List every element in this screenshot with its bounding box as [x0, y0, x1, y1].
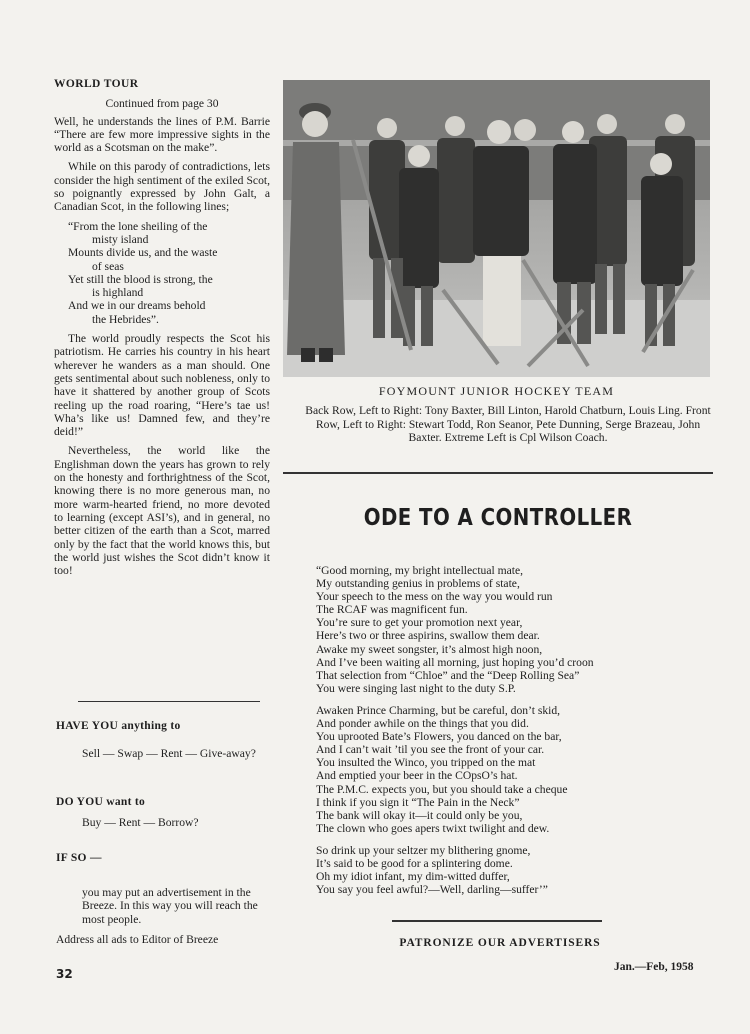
poem-line: It’s said to be good for a splintering dome. [316, 856, 513, 870]
stanza-2 [316, 704, 716, 835]
poem-line: Awaken Prince Charming, but be careful, don’t skid, [316, 703, 561, 717]
poem-line: the Hebrides”. [92, 312, 159, 326]
poem-line: And I’ve been waiting all morning, just hoping you’d croon [316, 655, 594, 669]
poem-line: Awake my sweet songster, it’s almost high noon, [316, 642, 543, 656]
left-column [54, 78, 270, 583]
team-photo-image [283, 80, 710, 377]
poem-line: Here’s two or three aspirins, swallow them dear. [316, 629, 540, 643]
team-photo [283, 80, 710, 377]
address-line: Address all ads to Editor of Breeze [56, 933, 219, 946]
page-number: 32 [56, 967, 73, 981]
buy-options: Buy — Rent — Borrow? [82, 816, 199, 829]
poem-line: So drink up your seltzer my blithering gnome, [316, 843, 531, 857]
poem-line: Oh my idiot infant, my dim-witted duffer, [316, 870, 510, 884]
paragraph-2: While on this parody of contradictions, lets consider the high sentiment of the exiled Scot, so poignantly expressed by John Galt, a Canadian Scot, in the following lines; [54, 160, 270, 214]
photo-title: FOYMOUNT JUNIOR HOCKEY TEAM [378, 384, 615, 398]
do-you-heading [56, 796, 145, 808]
poem-line: Yet still the blood is strong, the [68, 272, 213, 286]
poem-line: You uprooted Bate’s Flowers, you danced on the bar, [316, 730, 562, 744]
have-you-heading [56, 720, 181, 732]
if-so-heading: IF SO — [56, 852, 102, 864]
continued-note: Continued from page 30 [105, 97, 219, 111]
patronize-notice: PATRONIZE OUR ADVERTISERS [399, 937, 601, 949]
poem-line: And we in our dreams behold [68, 299, 206, 313]
footer-rule [392, 920, 602, 922]
do-you-sub: want to [106, 796, 146, 808]
article-heading: WORLD TOUR [54, 78, 139, 90]
poem-line: And emptied your beer in the COpsO’s hat. [316, 769, 518, 783]
poem-line: “Good morning, my bright intellectual mate, [316, 564, 524, 577]
poem-line: Mounts divide us, and the waste [68, 246, 218, 260]
section-rule [283, 472, 713, 474]
poem-line: You insulted the Winco, you tripped on the mat [316, 756, 536, 770]
poem-line: is highland [92, 286, 144, 300]
paragraph-3: The world proudly respects the Scot his patriotism. He carries his country in his heart wherever he wanders as a man should. One gets sentimental about such nobleness, only to have it shattered by another group of Scots reeling up the road roaring, “Here’s tae us! Wha’s like us! Damned few, and they’re deid!” [54, 332, 270, 439]
advert-text: you may put an advertisement in the Breeze. In this way you will reach the most people. [82, 886, 258, 926]
paragraph-1: Well, he understands the lines of P.M. Barrie “There are few more impressive sights in the world as a Scotsman on the make”. [54, 114, 270, 155]
poem-line: Your speech to the mess on the way you would run [316, 590, 553, 604]
issue-date: Jan.—Feb, 1958 [614, 961, 694, 973]
poem-line: And I can’t wait ’til you see the front of your car. [316, 743, 545, 757]
have-you-label: HAVE YOU [56, 720, 119, 732]
stanza-1 [316, 564, 716, 695]
photo-caption: Back Row, Left to Right: Tony Baxter, Bill Linton, Harold Chatburn, Louis Ling. Front Row, Left to Right: Stewart Todd, Ron Seanor, Pete Dunning, Serge Brazeau, John Baxter. Extreme Left is Cpl Wilson Coach. [305, 404, 711, 444]
paragraph-4: Nevertheless, the world like the Englishman down the years has grown to rely on the honesty and forthrightness of the Scot, knowing there is no more generous man, no more warm-hearted friend, no more devoted to learning (except ASI’s), and in general, no better citizen of the earth than a Scot, marred only by the fact that the world knows this, but the world just wishes the Scot didn’t know it too! [54, 444, 270, 578]
poem-line: That selection from “Chloe” and the “Deep Rolling Sea” [316, 668, 580, 682]
have-you-sub: anything to [121, 720, 181, 732]
quoted-poem [68, 220, 270, 326]
poem-line: The bank will okay it—it could only be you, [316, 808, 523, 822]
poem-line: You were singing last night to the duty S.P. [316, 681, 516, 695]
poem-line: You say you feel awful?—Well, darling—suffer’” [316, 883, 548, 897]
poem-line: The RCAF was magnificent fun. [316, 603, 468, 617]
poem-line: My outstanding genius in problems of state, [316, 577, 520, 591]
do-you-label: DO YOU [56, 796, 104, 808]
poem-line: You’re sure to get your promotion next year, [316, 616, 523, 630]
poem-line: And ponder awhile on the things that you did. [316, 717, 529, 731]
sell-options: Sell — Swap — Rent — Give-away? [82, 747, 256, 760]
poem-line: “From the lone sheiling of the [68, 219, 208, 233]
ode-title: ODE TO A CONTROLLER [363, 505, 633, 531]
left-divider [78, 701, 260, 702]
poem-line: of seas [92, 259, 124, 273]
ode-poem [316, 564, 716, 905]
poem-line: The clown who goes apers twixt twilight and dew. [316, 821, 550, 835]
poem-line: misty island [92, 232, 149, 246]
poem-line: The P.M.C. expects you, but you should take a cheque [316, 782, 568, 796]
poem-line: I think if you sign it “The Pain in the Neck” [316, 795, 520, 809]
stanza-3 [316, 844, 716, 896]
